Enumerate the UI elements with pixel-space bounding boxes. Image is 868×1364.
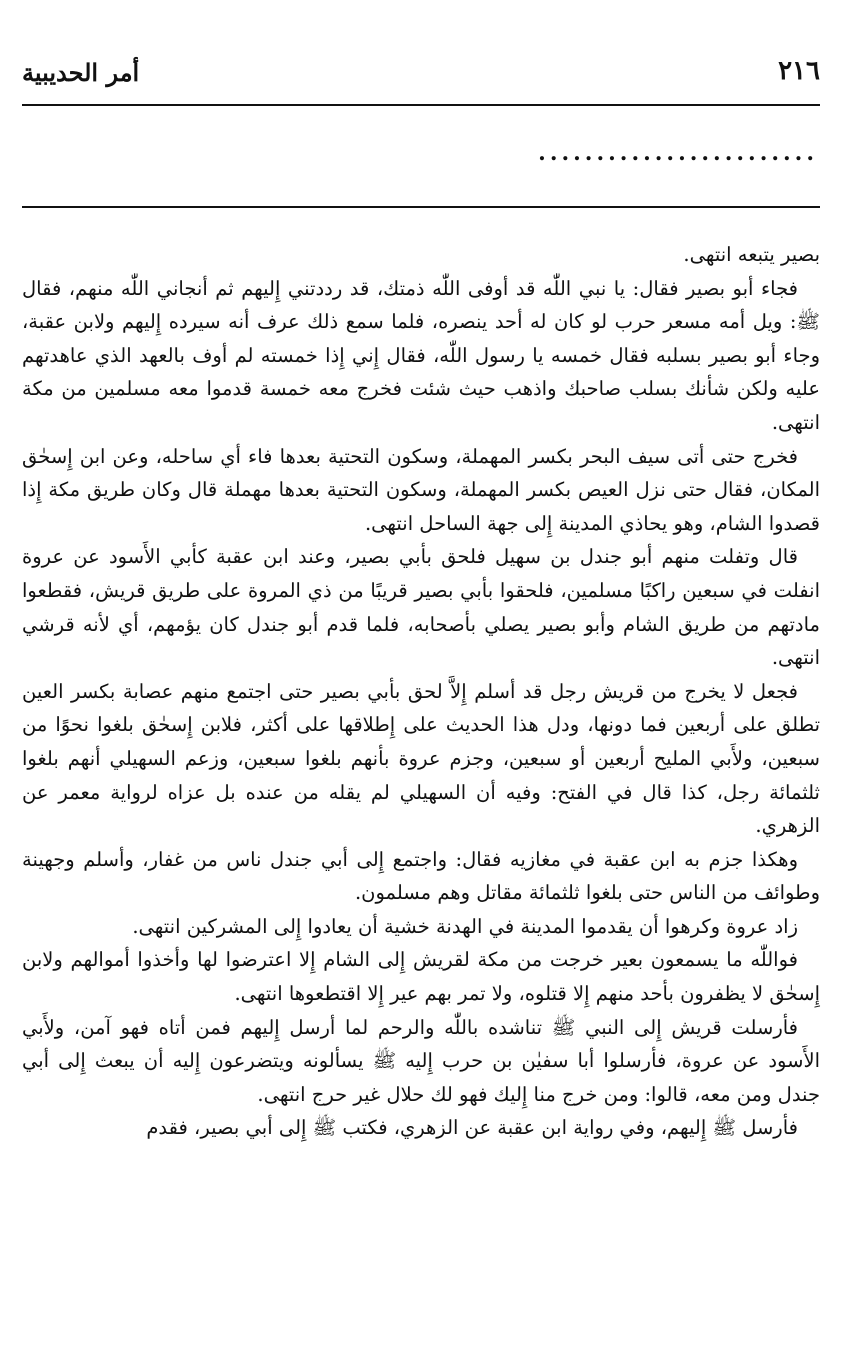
page-number: ٢١٦ [778,56,820,86]
header-rule [22,104,820,106]
chapter-title: أمر الحديبية [22,58,140,87]
paragraph: قال وتفلت منهم أبو جندل بن سهيل فلحق بأبي بصير، وعند ابن عقبة كأبي الأَسود عن عروة انفلت في سبعين راكبًا مسلمين، فلحقوا بأبي بصير قريبًا من ذي المروة على طريق قريش، فقطعوا مادتهم من طريق الشام وأبو بصير يصلي بأصحابه، فلما قدم أبو جندل كان يؤمهم، أي لأنه قرشي انتهى. [22,545,820,670]
paragraph: فأرسل ﷺ إِليهم، وفي رواية ابن عقبة عن الزهري، فكتب ﷺ إِلى أبي بصير، فقدم [146,1116,798,1140]
section-divider-rule [22,206,820,208]
running-header [22,56,820,96]
paragraph: فواللّٰه ما يسمعون بعير خرجت من مكة لقريش إِلى الشام إِلا اعترضوا لها وأخذوا أموالهم ولابن إِسحٰق لا يظفرون بأحد منهم إِلا قتلوه، ولا تمر بهم عير إِلا اقتطعوها انتهى. [22,948,820,1006]
paragraph: فجعل لا يخرج من قريش رجل قد أسلم إِلاَّ لحق بأبي بصير حتى اجتمع منهم عصابة بكسر العين تطلق على أربعين فما دونها، ودل هذا الحديث على إِطلاقها على أكثر، فلابن إِسحٰق بلغوا نحوًا من سبعين، ولأَبي المليح أربعين أو سبعين، وجزم عروة بأنهم بلغوا سبعين، وزعم السهيلي أنهم بلغوا ثلثمائة رجل، كذا قال في الفتح: وفيه أن السهيلي لم يقله من عنده بل عزاه لرواية معمر عن الزهري. [22,679,820,838]
paragraph: فأرسلت قريش إِلى النبي ﷺ تناشده باللّٰه والرحم لما أرسل إِليهم فمن أتاه فهو آمن، ولأَبي الأَسود عن عروة، فأرسلوا أبا سفيٰن بن حرب إِليه ﷺ يسألونه ويتضرعون إِليه أن يبعث إِلى أبي جندل ومن معه، قالوا: ومن خرج منا إِليك فهو لك حلال غير حرج انتهى. [22,1015,820,1106]
paragraph: بصير يتبعه انتهى. [683,243,820,266]
paragraph: فجاء أبو بصير فقال: يا نبي اللّٰه قد أوفى اللّٰه ذمتك، قد رددتني إِليهم ثم أنجاني اللّٰه منهم، فقال ﷺ: ويل أمه مسعر حرب لو كان له أحد ينصره، فلما سمع ذلك عرف أنه سيرده إِليهم ولابن عقبة، وجاء أبو بصير بسلبه فقال خمسه يا رسول اللّٰه، فقال إِني إِذا خمسته لم أوف بالعهد الذي عاهدتهم عليه ولكن شأنك بسلب صاحبك واذهب حيث شئت فخرج معه خمسة قدموا معه مسلمين من مكة انتهى. [22,276,820,434]
paragraph: زاد عروة وكرهوا أن يقدموا المدينة في الهدنة خشية أن يعادوا إِلى المشركين انتهى. [132,914,798,938]
paragraph: وهكذا جزم به ابن عقبة في مغازيه فقال: واجتمع إِلى أبي جندل ناس من غفار، وأسلم وجهينة وطوائف من الناس حتى بلغوا ثلثمائة مقاتل وهم مسلمون. [22,847,820,905]
omission-dots: ........................ [538,140,818,166]
body-text [22,238,820,1145]
paragraph: فخرج حتى أتى سيف البحر بكسر المهملة، وسكون التحتية بعدها فاء أي ساحله، وعن ابن إِسحٰق المكان، فقال حتى نزل العيص بكسر المهملة، وسكون التحتية بعدها مهملة قال وكان طريق مكة إِذا قصدوا الشام، وهو يحاذي المدينة إِلى جهة الساحل انتهى. [22,444,820,535]
